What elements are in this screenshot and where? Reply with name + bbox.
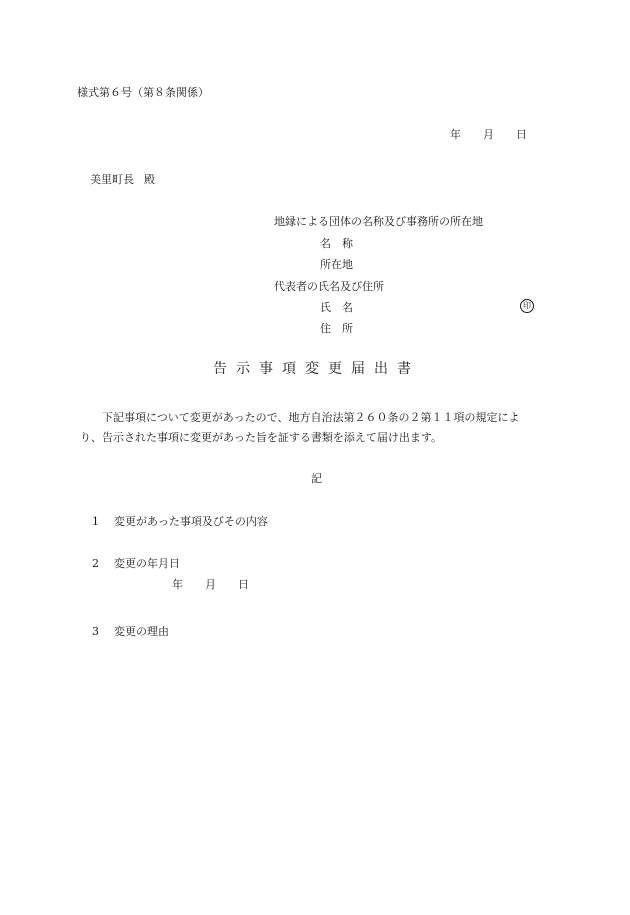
ki-marker: 記 (311, 472, 322, 485)
representative-address-label: 住 所 (320, 322, 353, 335)
change-date-month: 月 (205, 578, 216, 591)
item-label: 変更の理由 (114, 625, 169, 638)
change-date-day: 日 (238, 578, 249, 591)
change-date-year: 年 (172, 578, 183, 591)
date-year: 年 (450, 128, 461, 141)
item-label: 変更があった事項及びその内容 (114, 515, 268, 528)
date-month: 月 (483, 128, 494, 141)
representative-label: 代表者の氏名及び住所 (274, 280, 384, 293)
body-text (80, 408, 550, 448)
item-2 (92, 557, 180, 571)
body-line-2: り、告示された事項に変更があった旨を証する書類を添えて届け出ます。 (80, 431, 443, 444)
org-label: 地縁による団体の名称及び事務所の所在地 (274, 215, 483, 228)
addressee-name: 美里町長 (90, 173, 134, 186)
addressee-honorific: 殿 (144, 173, 155, 186)
item-1 (92, 515, 268, 529)
change-date (172, 578, 249, 592)
representative-name-label: 氏 名 (320, 301, 353, 314)
item-number: 1 (92, 515, 99, 528)
document-title: 告示事項変更届出書 (213, 361, 420, 377)
addressee (90, 173, 155, 187)
item-number: 3 (92, 625, 99, 638)
date-day: 日 (516, 128, 527, 141)
item-label: 変更の年月日 (114, 557, 180, 570)
org-name-label: 名 称 (320, 237, 353, 250)
submission-date (450, 128, 527, 142)
item-number: 2 (92, 557, 99, 570)
form-number: 様式第６号（第８条関係） (77, 86, 209, 99)
item-3 (92, 625, 169, 639)
body-line-1: 下記事項について変更があったので、地方自治法第２６０条の２第１１項の規定によ (102, 411, 520, 424)
org-address-label: 所在地 (320, 258, 353, 271)
seal-mark: 印 (520, 299, 534, 313)
